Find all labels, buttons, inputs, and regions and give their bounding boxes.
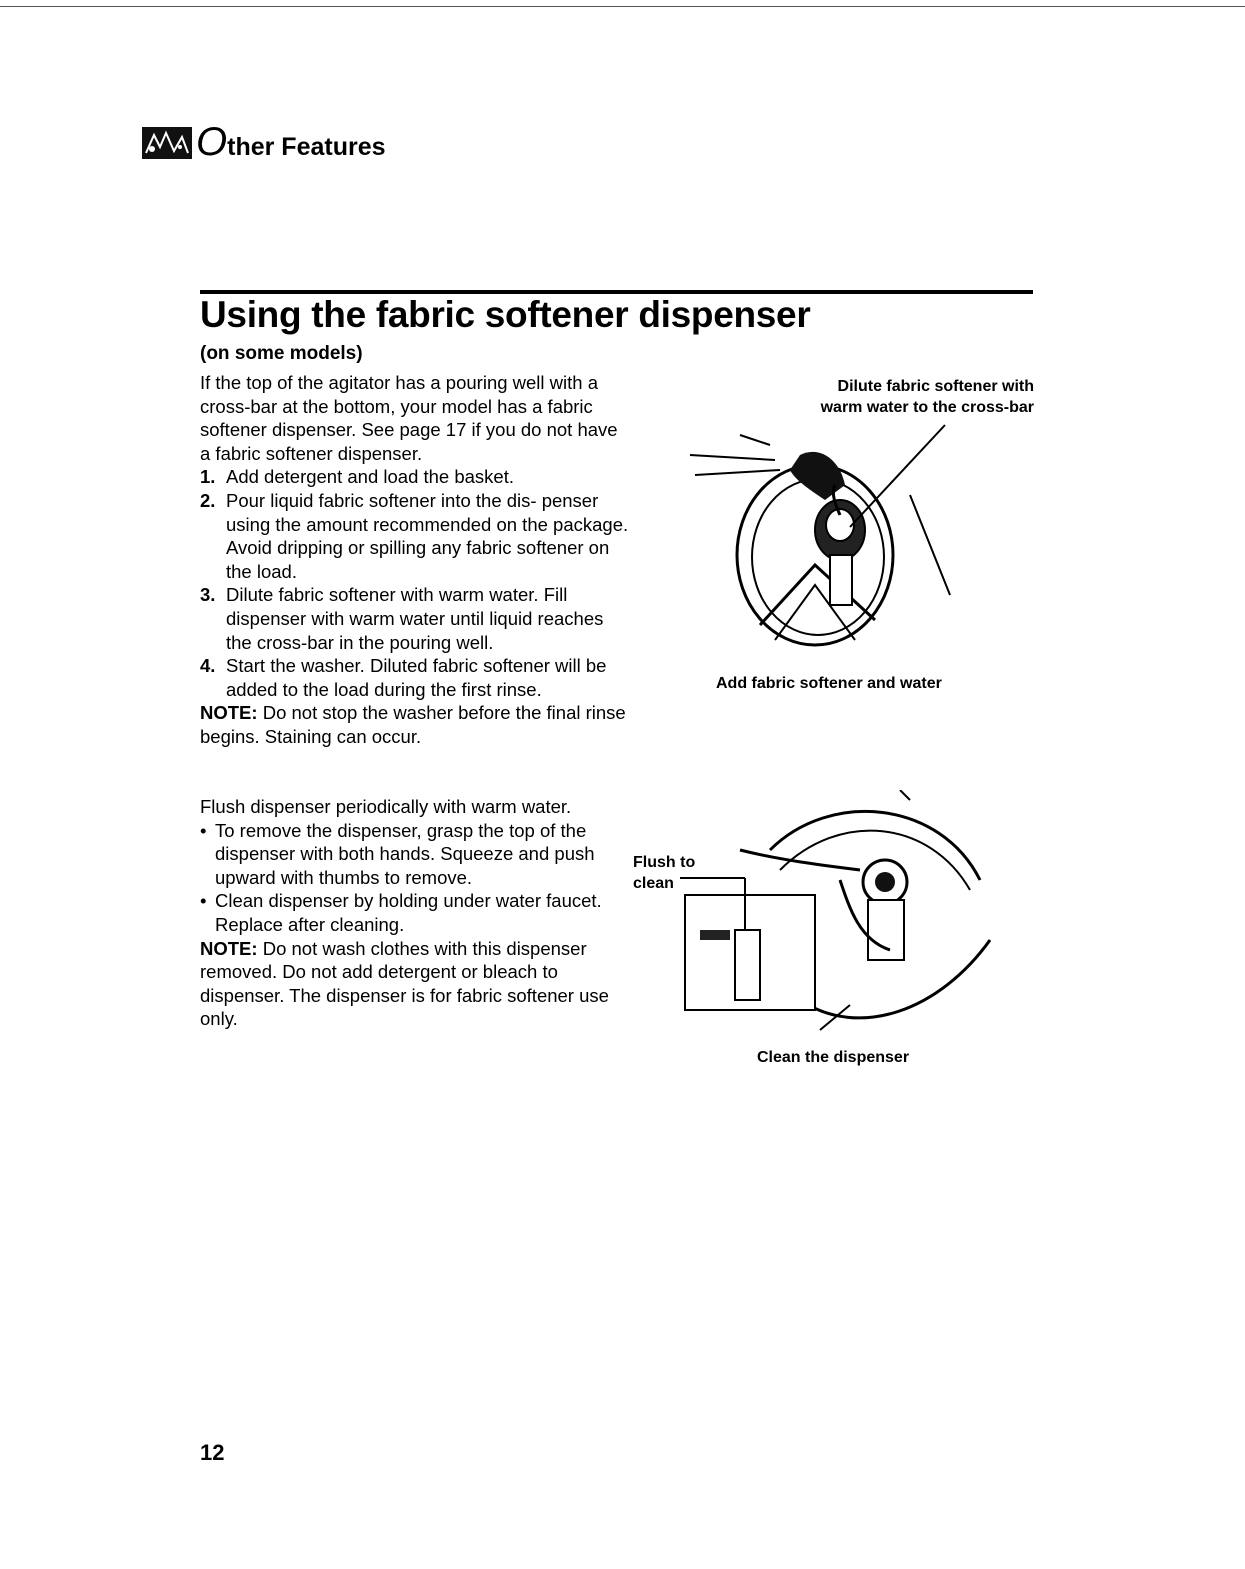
section-header (142, 120, 386, 165)
section-initial: O (196, 120, 228, 164)
step-item: 3. Dilute fabric softener with warm water. Fill dispenser with warm water until liquid reaches the cross-bar in the pouring well. (200, 584, 604, 653)
intro-paragraph: If the top of the agitator has a pouring well with a cross-bar at the bottom, your model has a fabric softener dispenser. See page 17 if you do not have a fabric softener dispenser. (200, 372, 618, 464)
note-paragraph: NOTE: Do not stop the washer before the final rinse begins. Staining can occur. (200, 702, 626, 747)
subtitle: (on some models) (200, 343, 363, 364)
note-paragraph: NOTE: Do not wash clothes with this dispenser removed. Do not add detergent or bleach to dispenser. The dispenser is for fabric softener use only. (200, 937, 609, 1030)
step-item: 2. Pour liquid fabric softener into the dis- penser using the amount recommended on the package. Avoid dripping or spilling any fabric softener on the load. (200, 489, 629, 582)
step-item: 4. Start the washer. Diluted fabric softener will be added to the load during the first rinse. (200, 655, 607, 700)
bullet-list (200, 819, 630, 937)
figure1-callout: Dilute fabric softener with warm water to the cross-bar (820, 378, 1034, 416)
instructions-column (200, 371, 630, 749)
steps-list (200, 465, 630, 701)
bullet-item: • To remove the dispenser, grasp the top of the dispenser with both hands. Squeeze and push upward with thumbs to remove. (200, 819, 595, 888)
figure2-callout: Flush to clean (633, 854, 696, 892)
figure2-caption: Clean the dispenser (757, 1049, 910, 1066)
top-border-line (0, 6, 1245, 7)
washer-section-icon (142, 127, 192, 159)
page-number: 12 (200, 1440, 225, 1465)
section-title: ther Features (227, 133, 386, 161)
flush-intro: Flush dispenser periodically with warm water. (200, 796, 572, 817)
bullet-item: • Clean dispenser by holding under water faucet. Replace after cleaning. (200, 890, 602, 935)
figure1-caption: Add fabric softener and water (716, 675, 942, 692)
flush-column (200, 795, 630, 1031)
fabric-softener-pouring-illustration (680, 415, 980, 670)
step-item: 1. Add detergent and load the basket. (200, 466, 514, 488)
page-title: Using the fabric softener dispenser (200, 294, 811, 335)
clean-dispenser-illustration (680, 790, 1000, 1040)
